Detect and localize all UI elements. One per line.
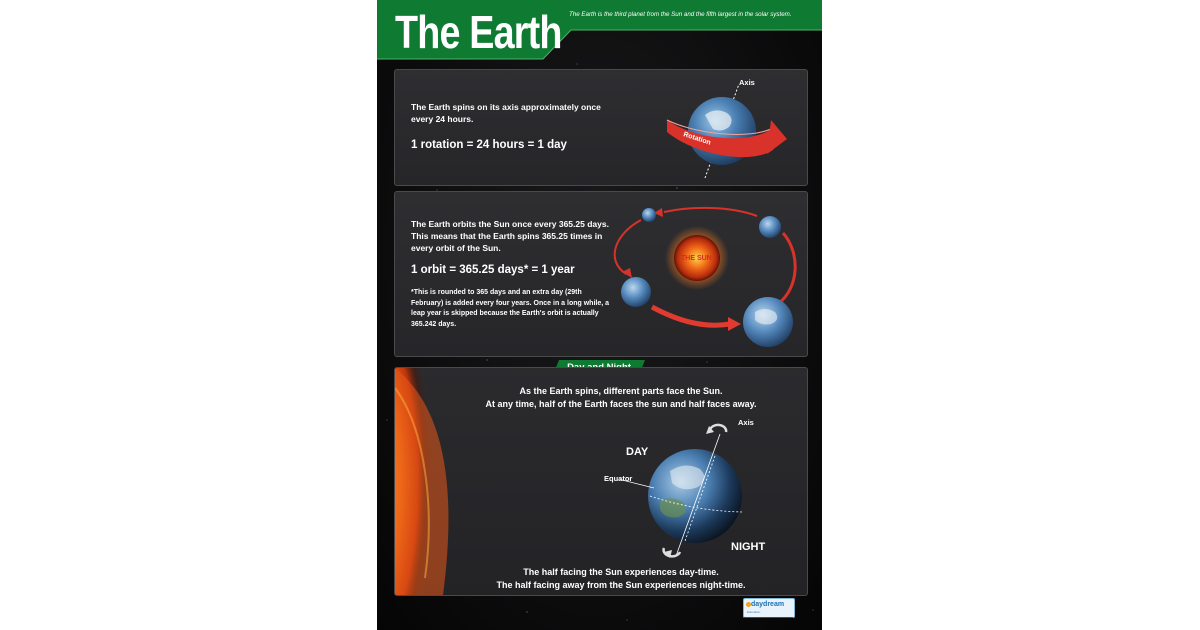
poster xyxy=(377,0,822,630)
orbit-panel xyxy=(394,191,808,357)
day-night-panel xyxy=(394,367,808,596)
rotation-equation: 1 rotation = 24 hours = 1 day xyxy=(411,139,567,151)
night-label: NIGHT xyxy=(731,541,766,553)
day-night-outro-1: The half facing the Sun experiences day-time. xyxy=(523,567,719,577)
day-label: DAY xyxy=(626,446,649,458)
axis-label-bottom: Axis xyxy=(738,418,754,427)
day-night-intro-2: At any time, half of the Earth faces the sun and half faces away. xyxy=(485,399,757,409)
rotation-text: The Earth spins on its axis approximately once every 24 hours. xyxy=(411,102,601,124)
orbit-footnote: *This is rounded to 365 days and an extra day (29th February) is added every four years. Once in a long while, a leap year is skipped because the Earth's orbit is actually 365.242 days. xyxy=(411,289,610,328)
orbit-illustration xyxy=(610,192,807,356)
orbit-text: The Earth orbits the Sun once every 365.25 days. This means that the Earth spins 365.25 times in every orbit of the Sun. xyxy=(411,219,609,253)
axis-label-top: Axis xyxy=(739,78,755,87)
logo-divider xyxy=(743,617,793,618)
equator-label: Equator xyxy=(604,474,633,483)
logo-brand-name: daydream xyxy=(751,601,785,608)
rotating-earth-illustration xyxy=(655,70,805,185)
orbit-equation: 1 orbit = 365.25 days* = 1 year xyxy=(411,264,575,276)
sun-label: THE SUN xyxy=(681,255,712,262)
day-night-intro-1: As the Earth spins, different parts face the Sun. xyxy=(519,386,723,396)
page-subtitle: The Earth is the third planet from the Sun and the fifth largest in the solar system. xyxy=(569,11,792,18)
rotation-arrow-label: Rotation xyxy=(682,131,712,147)
daydream-logo xyxy=(743,598,795,618)
page-title: The Earth xyxy=(395,6,562,58)
day-night-outro-2: The half facing away from the Sun experiences night-time. xyxy=(496,580,746,590)
rotation-panel xyxy=(394,69,808,186)
logo-tagline: Education xyxy=(747,610,761,614)
